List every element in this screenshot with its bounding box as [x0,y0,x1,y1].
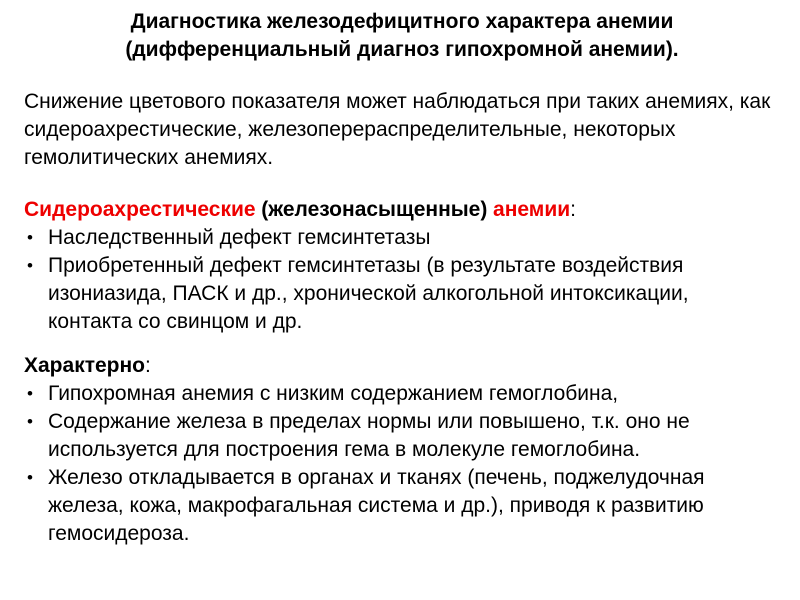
slide-title [24,8,780,64]
characteristic-section [24,352,780,548]
bullet-icon: • [27,412,33,431]
list-item [24,408,768,464]
slide-title-line2: (дифференциальный диагноз гипохромной анемии). [125,38,679,61]
characteristic-bullet-list [24,380,768,548]
bullet-icon: • [27,384,33,403]
heading-part-characteristic: Характерно [24,354,146,377]
slide-title-line1: Диагностика железодефицитного характера анемии [130,10,674,33]
sideroachrestic-bullet-list [24,224,768,336]
sideroachrestic-heading [24,196,780,224]
characteristic-heading [24,352,780,380]
list-item [24,224,768,252]
heading-colon: : [145,354,151,377]
heading-part-iron-saturated: (железонасыщенные) [261,198,488,221]
bullet-text: Содержание железа в пределах нормы или повышено, т.к. оно не используется для построения гема в молекуле гемоглобина. [48,410,690,461]
intro-paragraph: Снижение цветового показателя может наблюдаться при таких анемиях, как сидероахрестические, железоперераспределительные, некоторых гемолитических анемиях. [24,90,771,169]
list-item [24,464,768,548]
bullet-text: Приобретенный дефект гемсинтетазы (в результате воздействия изониазида, ПАСК и др., хронической алкогольной интоксикации, контакта со свинцом и др. [48,254,689,333]
bullet-text: Гипохромная анемия с низким содержанием гемоглобина, [48,382,619,405]
heading-colon: : [570,198,576,221]
bullet-text: Железо откладывается в органах и тканях (печень, поджелудочная железа, кожа, макрофагальная система и др.), приводя к развитию гемосидероза. [48,466,705,545]
list-item [24,380,768,408]
list-item [24,252,768,336]
heading-part-anemias: анемии [493,198,571,221]
sideroachrestic-section [24,196,780,336]
heading-part-sideroachrestic: Сидероахрестические [24,198,256,221]
bullet-icon: • [27,228,33,247]
bullet-text: Наследственный дефект гемсинтетазы [48,226,431,249]
bullet-icon: • [27,468,33,487]
bullet-icon: • [27,256,33,275]
